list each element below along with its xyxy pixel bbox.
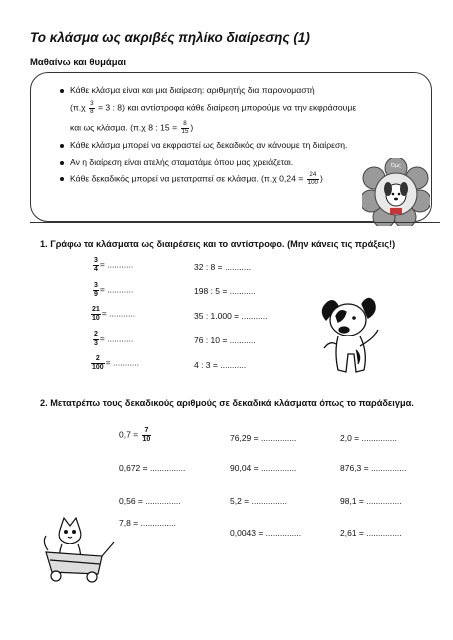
rule-1-line-1: Κάθε κλάσμα είναι και μια διαίρεση: αριθμητής δια παρονομαστή — [60, 84, 315, 96]
section-1-heading: 1. Γράφω τα κλάσματα ως διαιρέσεις και το αντίστροφο. (Μην κάνεις τις πράξεις!) — [40, 239, 396, 249]
division-item-4[interactable]: 76 : 10 = ........... — [194, 335, 256, 345]
decimal-item-9[interactable]: 876,3 = ............... — [340, 463, 407, 473]
rule-1-line-2: (π.χ $\frac{3}{8}$ = 3 : 8) και αντίστροφα κάθε διαίρεση μπορούμε να την εκφράσουμε — [70, 100, 357, 115]
decimal-item-1[interactable]: 0,672 = ............... — [119, 463, 186, 473]
fraction-item-3[interactable]: $\frac{21}{10}$ = ........... — [92, 306, 136, 322]
rule-3: Αν η διαίρεση είναι ατελής σταματάμε όπου μας χρειάζεται. — [60, 156, 293, 168]
box-divider — [30, 222, 440, 223]
division-item-2[interactable]: 198 : 5 = ........... — [194, 286, 256, 296]
section-subtitle: Μαθαίνω και θυμάμαι — [30, 57, 127, 68]
decimal-item-8[interactable]: 2,0 = ............... — [340, 433, 397, 443]
decimal-item-2[interactable]: 0,56 = ............... — [119, 496, 181, 506]
fraction: $\frac{24}{100}$ — [307, 171, 318, 186]
page-title: Το κλάσμα ως ακριβές πηλίκο διαίρεσης (1) — [30, 30, 310, 45]
decimal-item-4[interactable]: 76,29 = ............... — [230, 433, 297, 443]
rule-1-line-3: και ως κλάσμα. (π.χ 8 : 15 = $\frac{8}{15}$ ) — [70, 120, 194, 135]
fraction: $\frac{7}{10}$ — [142, 427, 151, 443]
flower-dog-badge-icon — [362, 158, 430, 226]
decimal-item-7[interactable]: 0,0043 = ............... — [230, 528, 302, 538]
fraction: $\frac{3}{8}$ — [90, 100, 94, 115]
division-item-5[interactable]: 4 : 3 = ........... — [194, 360, 247, 370]
bullet-icon — [60, 89, 64, 93]
division-item-1[interactable]: 32 : 8 = ........... — [194, 262, 251, 272]
fraction: $\frac{8}{15}$ — [181, 120, 189, 135]
decimal-item-5[interactable]: 90,04 = ............... — [230, 463, 297, 473]
rule-2: Κάθε κλάσμα μπορεί να εκφραστεί ως δεκαδικός αν κάνουμε τη διαίρεση. — [60, 139, 347, 151]
decimal-item-10[interactable]: 98,1 = ............... — [340, 496, 402, 506]
section-2-heading: 2. Μετατρέπω τους δεκαδικούς αριθμούς σε δεκαδικά κλάσματα όπως το παράδειγμα. — [40, 398, 414, 408]
example-item: 0,7 = $\frac{7}{10}$ — [119, 427, 151, 443]
fraction-item-1[interactable]: $\frac{3}{4}$ = ........... — [94, 257, 134, 273]
division-item-3[interactable]: 35 : 1.000 = ........... — [194, 311, 268, 321]
decimal-item-11[interactable]: 2,61 = ............... — [340, 528, 402, 538]
decimal-item-6[interactable]: 5,2 = ............... — [230, 496, 287, 506]
bullet-icon — [60, 177, 64, 181]
bullet-icon — [60, 144, 64, 148]
fraction-item-5[interactable]: $\frac{2}{100}$ = ........... — [92, 355, 139, 371]
decimal-item-3[interactable]: 7,8 = ............... — [119, 518, 176, 528]
fraction-item-2[interactable]: $\frac{3}{9}$ = ........... — [94, 282, 134, 298]
badge-label: Όμς — [390, 163, 402, 169]
cat-in-cart-illustration-icon — [36, 512, 116, 584]
bullet-icon — [60, 161, 64, 165]
dog-illustration-icon — [316, 290, 382, 380]
rule-4: Κάθε δεκαδικός μπορεί να μετατραπεί σε κλάσμα. (π.χ 0,24 = $\frac{24}{100}$ ) — [60, 172, 323, 186]
fraction-item-4[interactable]: $\frac{2}{3}$ = ........... — [94, 331, 134, 347]
